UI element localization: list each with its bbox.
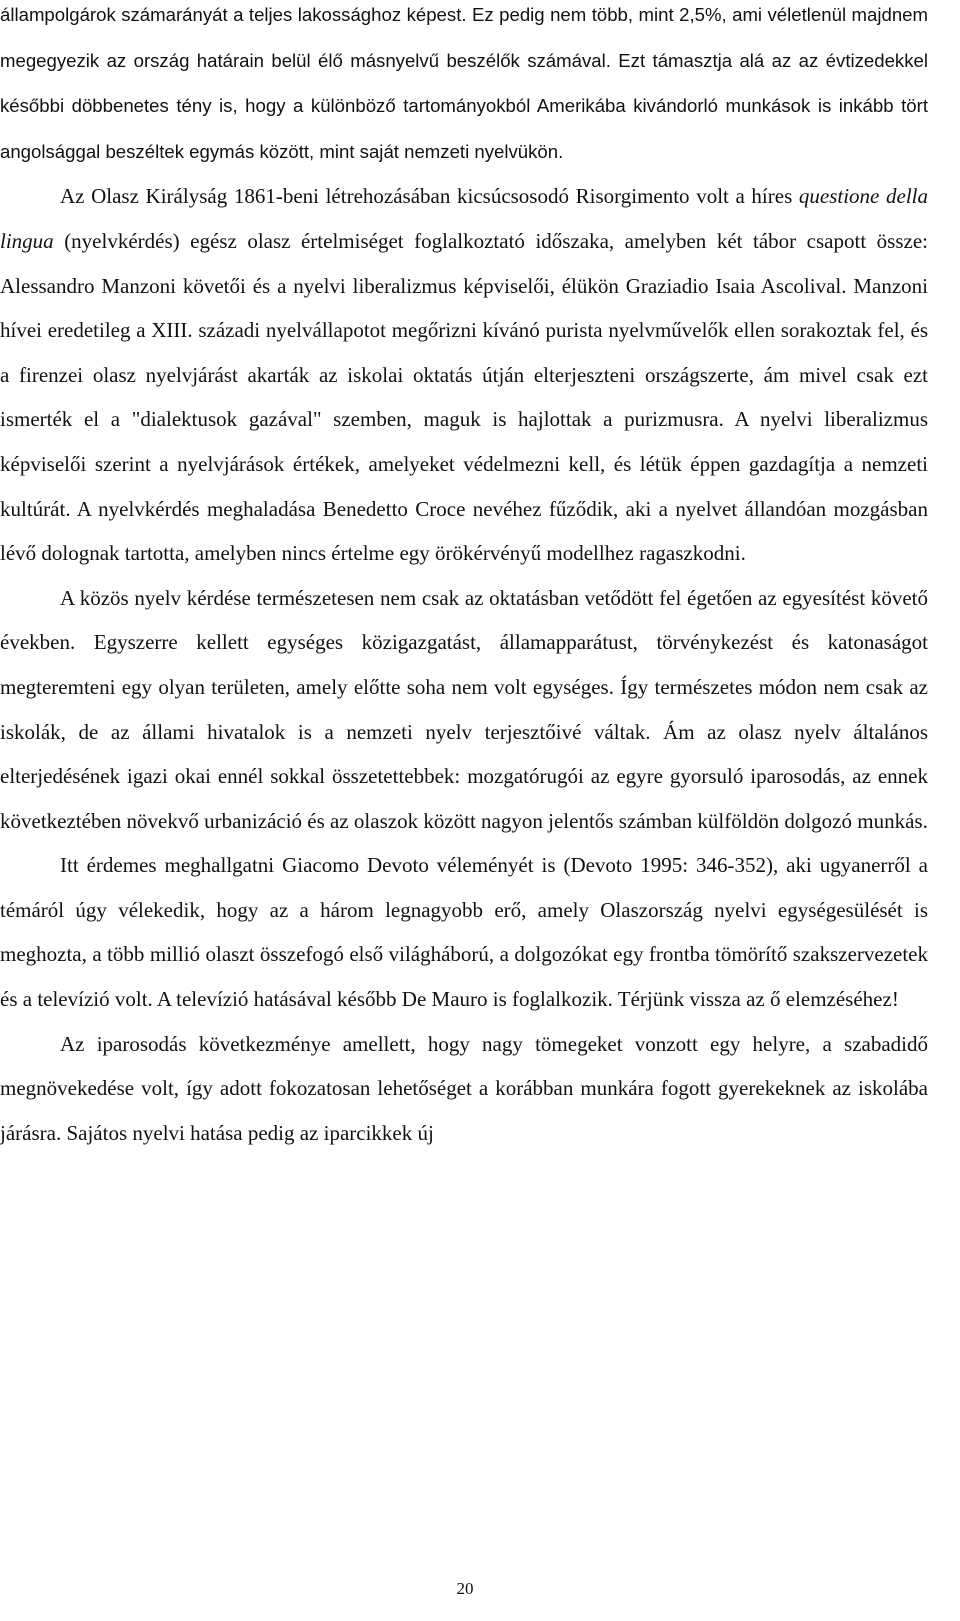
paragraph-4-text: Itt érdemes meghallgatni Giacomo Devoto véleményét is (Devoto 1995: 346-352), aki ugyanerről a témáról úgy vélekedik, hogy az a három legnagyobb erő, amely Olaszország nyelvi egységesülését is meghozta, a több millió olaszt összefogó első világháború, a dolgozókat egy frontba tömörítő szakszervezetek és a televízió volt. A televízió hatásával később De Mauro is foglalkozik. Térjünk vissza az ő elemzéséhez! — [0, 853, 928, 1012]
paragraph-2-text-b: (nyelvkérdés) egész olasz értelmiséget foglalkoztató időszaka, amelyben két tábor csapott össze: Alessandro Manzoni követői és a nyelvi liberalizmus képviselői, élükön Graziadio Isaia Ascolival. Manzoni hívei eredetileg a XIII. századi nyelvállapotot megőrizni kívánó purista nyelvművelők ellen sorakoztak fel, és a firenzei olasz nyelvjárást akarták az iskolai oktatás útján elterjeszteni országszerte, ám mivel csak ezt ismerték el a "dialektusok gazával" szemben, maguk is hajlottak a purizmusra. A nyelvi liberalizmus képviselői szerint a nyelvjárások értékek, amelyeket védelmezni kell, és létük éppen gazdagítja a nemzeti kultúrát. A nyelvkérdés meghaladása Benedetto Croce nevéhez fűződik, aki a nyelvet állandóan mozgásban lévő dolognak tartotta, amelyben nincs értelme egy örökérvényű modellhez ragaszkodni. — [0, 228, 928, 566]
paragraph-1-text: állampolgárok számarányát a teljes lakossághoz képest. Ez pedig nem több, mint 2,5%, ami véletlenül majdnem megegyezik az ország határain belül élő másnyelvű beszélők számával. Ezt támasztja alá az az évtizedekkel későbbi döbbenetes tény is, hogy a különböző tartományokból Amerikába kivándorló munkások is inkább tört angolsággal beszéltek egymás között, mint saját nemzeti nyelvükön. — [0, 4, 928, 162]
paragraph-2-text-a: Az Olasz Királyság 1861-beni létrehozásában kicsúcsosodó Risorgimento volt a híres — [60, 184, 799, 209]
paragraph-2 — [0, 174, 928, 575]
paragraph-3-text: A közös nyelv kérdése természetesen nem csak az oktatásban vetődött fel égetően az egyesítést követő években. Egyszerre kellett egységes közigazgatást, államapparátust, törvénykezést és katonaságot megteremteni egy olyan területen, amely előtte soha nem volt egységes. Így természetes módon nem csak az iskolák, de az állami hivatalok is a nemzeti nyelv terjesztőivé váltak. Ám az olasz nyelv általános elterjedésének igazi okai ennél sokkal összetettebbek: mozgatórugói az egyre gyorsuló iparosodás, az ennek következtében növekvő urbanizáció és az olaszok között nagyon jelentős számban külföldön dolgozó munkás. — [0, 585, 928, 833]
paragraph-1 — [0, 0, 928, 174]
paragraph-2-italic-term: questione della lingua — [0, 184, 928, 253]
paragraph-5 — [0, 1022, 928, 1156]
page-number: 20 — [456, 1579, 474, 1598]
paragraph-4 — [0, 843, 928, 1021]
paragraph-5-text: Az iparosodás következménye amellett, hogy nagy tömegeket vonzott egy helyre, a szabadidő megnövekedése volt, így adott fokozatosan lehetőséget a korábban munkára fogott gyerekeknek az iskolába járásra. Sajátos nyelvi hatása pedig az iparcikkek új — [0, 1031, 928, 1145]
paragraph-3 — [0, 576, 928, 844]
